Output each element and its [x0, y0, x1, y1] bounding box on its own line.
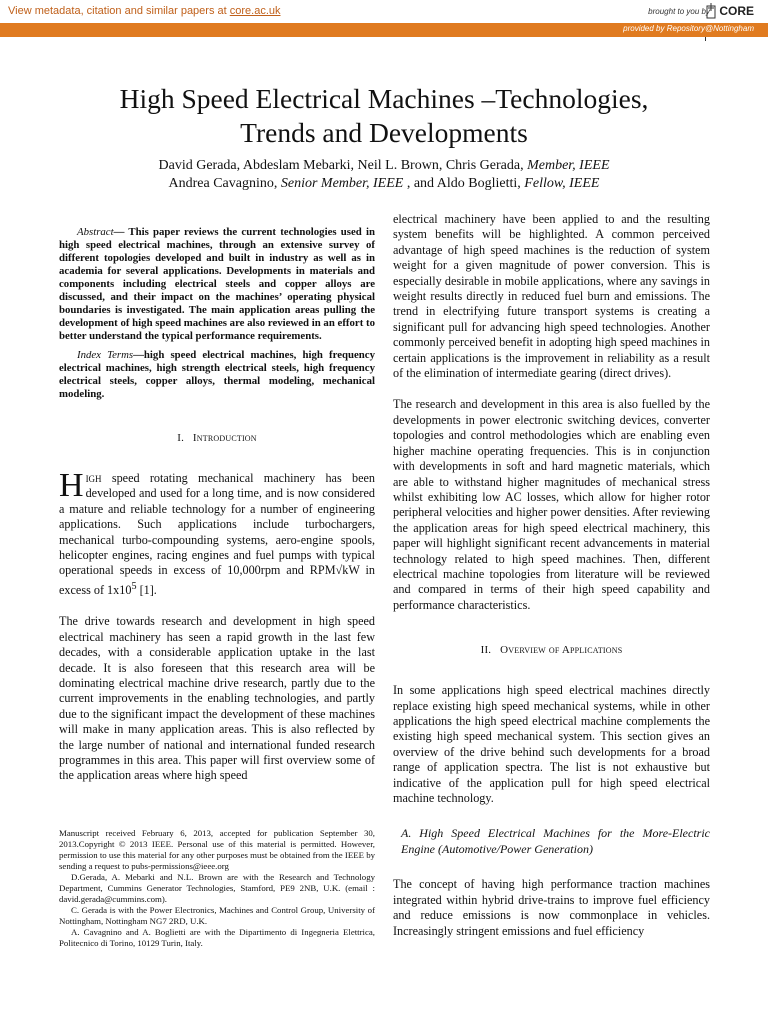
intro-paragraph-1: High speed rotating mechanical machinery has been developed and used for a long time, and is now considered a mature and reliable technology for a number of engineering applications. Such applications include turbochargers, mechanical turbo-compounding systems, aero-engine spools, helicopter engines, racing engines and fuel pumps with typical operational speeds in excess of 10,000rpm and RPM√kW in excess of $1x10^5$ [1].: [59, 467, 375, 597]
authors-line-1: David Gerada, Abdeslam Mebarki, Neil L. Brown, Chris Gerada, Member, IEEE: [158, 158, 610, 173]
section-heading-overview: II. Overview of Applications: [480, 644, 623, 657]
footnote-manuscript: Manuscript received February 6, 2013, accepted for publication September 30, 2013.Copyright © 2013 IEEE. Personal use of this material is permitted. However, permission to use this material for any other purposes must be obtained from the IEEE by sending a request to pubs-permissions@ieee.org: [59, 828, 375, 871]
core-link[interactable]: core.ac.uk: [229, 5, 281, 17]
footnote: [59, 828, 375, 949]
section-heading-introduction: I. Introduction: [177, 432, 257, 444]
right-paragraph-2: The research and development in this area is also fuelled by the developments in power electronic switching devices, converter topologies and control methodologies which are enabling even higher machine operating frequencies. This is in conjunction with developments in soft and hard magnetic materials, which are able to withstand higher magnitudes of mechanical stress whilst exhibiting low AC losses, which allow for higher rotor peripheral velocities and higher power densities. After reviewing the application areas for high speed electrical machinery, this paper will highlight significant recent advancements in material technology related to high speed machines. Then, different electrical machine topologies from literature will be reviewed and compared in terms of their high speed capability and performance characteristics.: [393, 397, 710, 612]
page-mark: [705, 37, 706, 41]
left-column: [59, 212, 375, 784]
footnote-affiliation-2: C. Gerada is with the Power Electronics, Machines and Control Group, University of Nottingham, Nottingham NG7 2RD, U.K.: [59, 905, 375, 926]
title-line-2: Trends and Developments: [240, 117, 528, 148]
core-logo[interactable]: [705, 2, 754, 20]
abstract: Abstract— This paper reviews the current technologies used in high speed electrical machines, through an extensive survey of different topologies developed and built in industry as well as in academia for several applications. Developments in materials and components including electrical steels and copper alloys are discussed, and their impact on the machines’ operating physical boundaries is investigated. The main application areas pulling the development of high speed machines are also reviewed in an effort to better understand the typical performance requirements.: [59, 226, 375, 342]
footnote-affiliation-1: D.Gerada, A. Mebarki and N.L. Brown are with the Research and Technology Department, Cummins Generator Technologies, Stamford, PE9 2NB, U.K. (email : david.gerada@cummins.com).: [59, 872, 375, 904]
right-paragraph-1: electrical machinery have been applied to and the resulting system benefits will be highlighted. A common perceived advantage of high speed machines is the reduction of system weight for a given magnitude of power conversion. This is especially desirable in mobile applications, where any savings in weight results directly in reduced fuel burn and emissions. The trend in electrifying future transport systems is creating a significant pull for advancing high speed technologies. Another commonly perceived benefit in adopting high speed machines in certain applications is the improvement in reliability as a result of the elimination of intermediate gearing (direct drives).: [393, 212, 710, 381]
subsection-heading-a: A. High Speed Electrical Machines for the More-Electric Engine (Automotive/Power Generation): [401, 826, 710, 856]
right-paragraph-4: The concept of having high performance traction machines integrated within hybrid drive-trains to improve fuel efficiency and reduce emissions is now commonplace in vehicles. Increasingly stringent emissions and fuel efficiency: [393, 877, 710, 938]
footnote-affiliation-3: A. Cavagnino and A. Boglietti are with the Dipartimento di Ingegneria Elettrica, Politecnico di Torino, 10129 Turin, Italy.: [59, 927, 375, 948]
authors: [0, 157, 768, 193]
core-metadata-text: View metadata, citation and similar papers at core.ac.uk: [8, 5, 281, 17]
drop-cap: H: [59, 467, 84, 504]
core-provided-text[interactable]: provided by Repository@Nottingham: [623, 24, 754, 33]
core-logo-text: CORE: [719, 4, 754, 18]
core-logo-icon: [705, 3, 717, 19]
core-brought-text: brought to you by: [648, 7, 710, 16]
intro-paragraph-2: The drive towards research and development in high speed electrical machinery has seen a rapid growth in the last few decades, with a considerable application uptake in the last decade. It is also foreseen that this research area will be dominating electrical machine drive research, partly due to the current improvements in the enabling technologies, and partly due to the significant impact the development of these machines will make in many application areas. This is also reflected by the large number of national and international funded research programmes in this area. This paper will first overview some of the application areas where high speed: [59, 614, 375, 783]
core-provided-bar: [0, 23, 768, 37]
core-banner: [0, 0, 768, 24]
right-column: [393, 212, 710, 939]
authors-line-2: Andrea Cavagnino, Senior Member, IEEE , and Aldo Boglietti, Fellow, IEEE: [168, 176, 600, 191]
paper-title: [0, 82, 768, 150]
right-paragraph-3: In some applications high speed electrical machines directly replace existing high speed mechanical systems, while in other applications the high speed electrical machine complements the existing high speed mechanical system. This section gives an overview of the drive behind such developments for a broad range of application spectra. The list is not exhaustive but indicative of the application pull for high speed electrical machine technology.: [393, 683, 710, 805]
index-terms: Index Terms—high speed electrical machines, high frequency electrical machines, high strength electrical steels, high frequency electrical steels, copper alloys, thermal modeling, mechanical modeling.: [59, 349, 375, 400]
title-line-1: High Speed Electrical Machines –Technologies,: [119, 83, 649, 114]
